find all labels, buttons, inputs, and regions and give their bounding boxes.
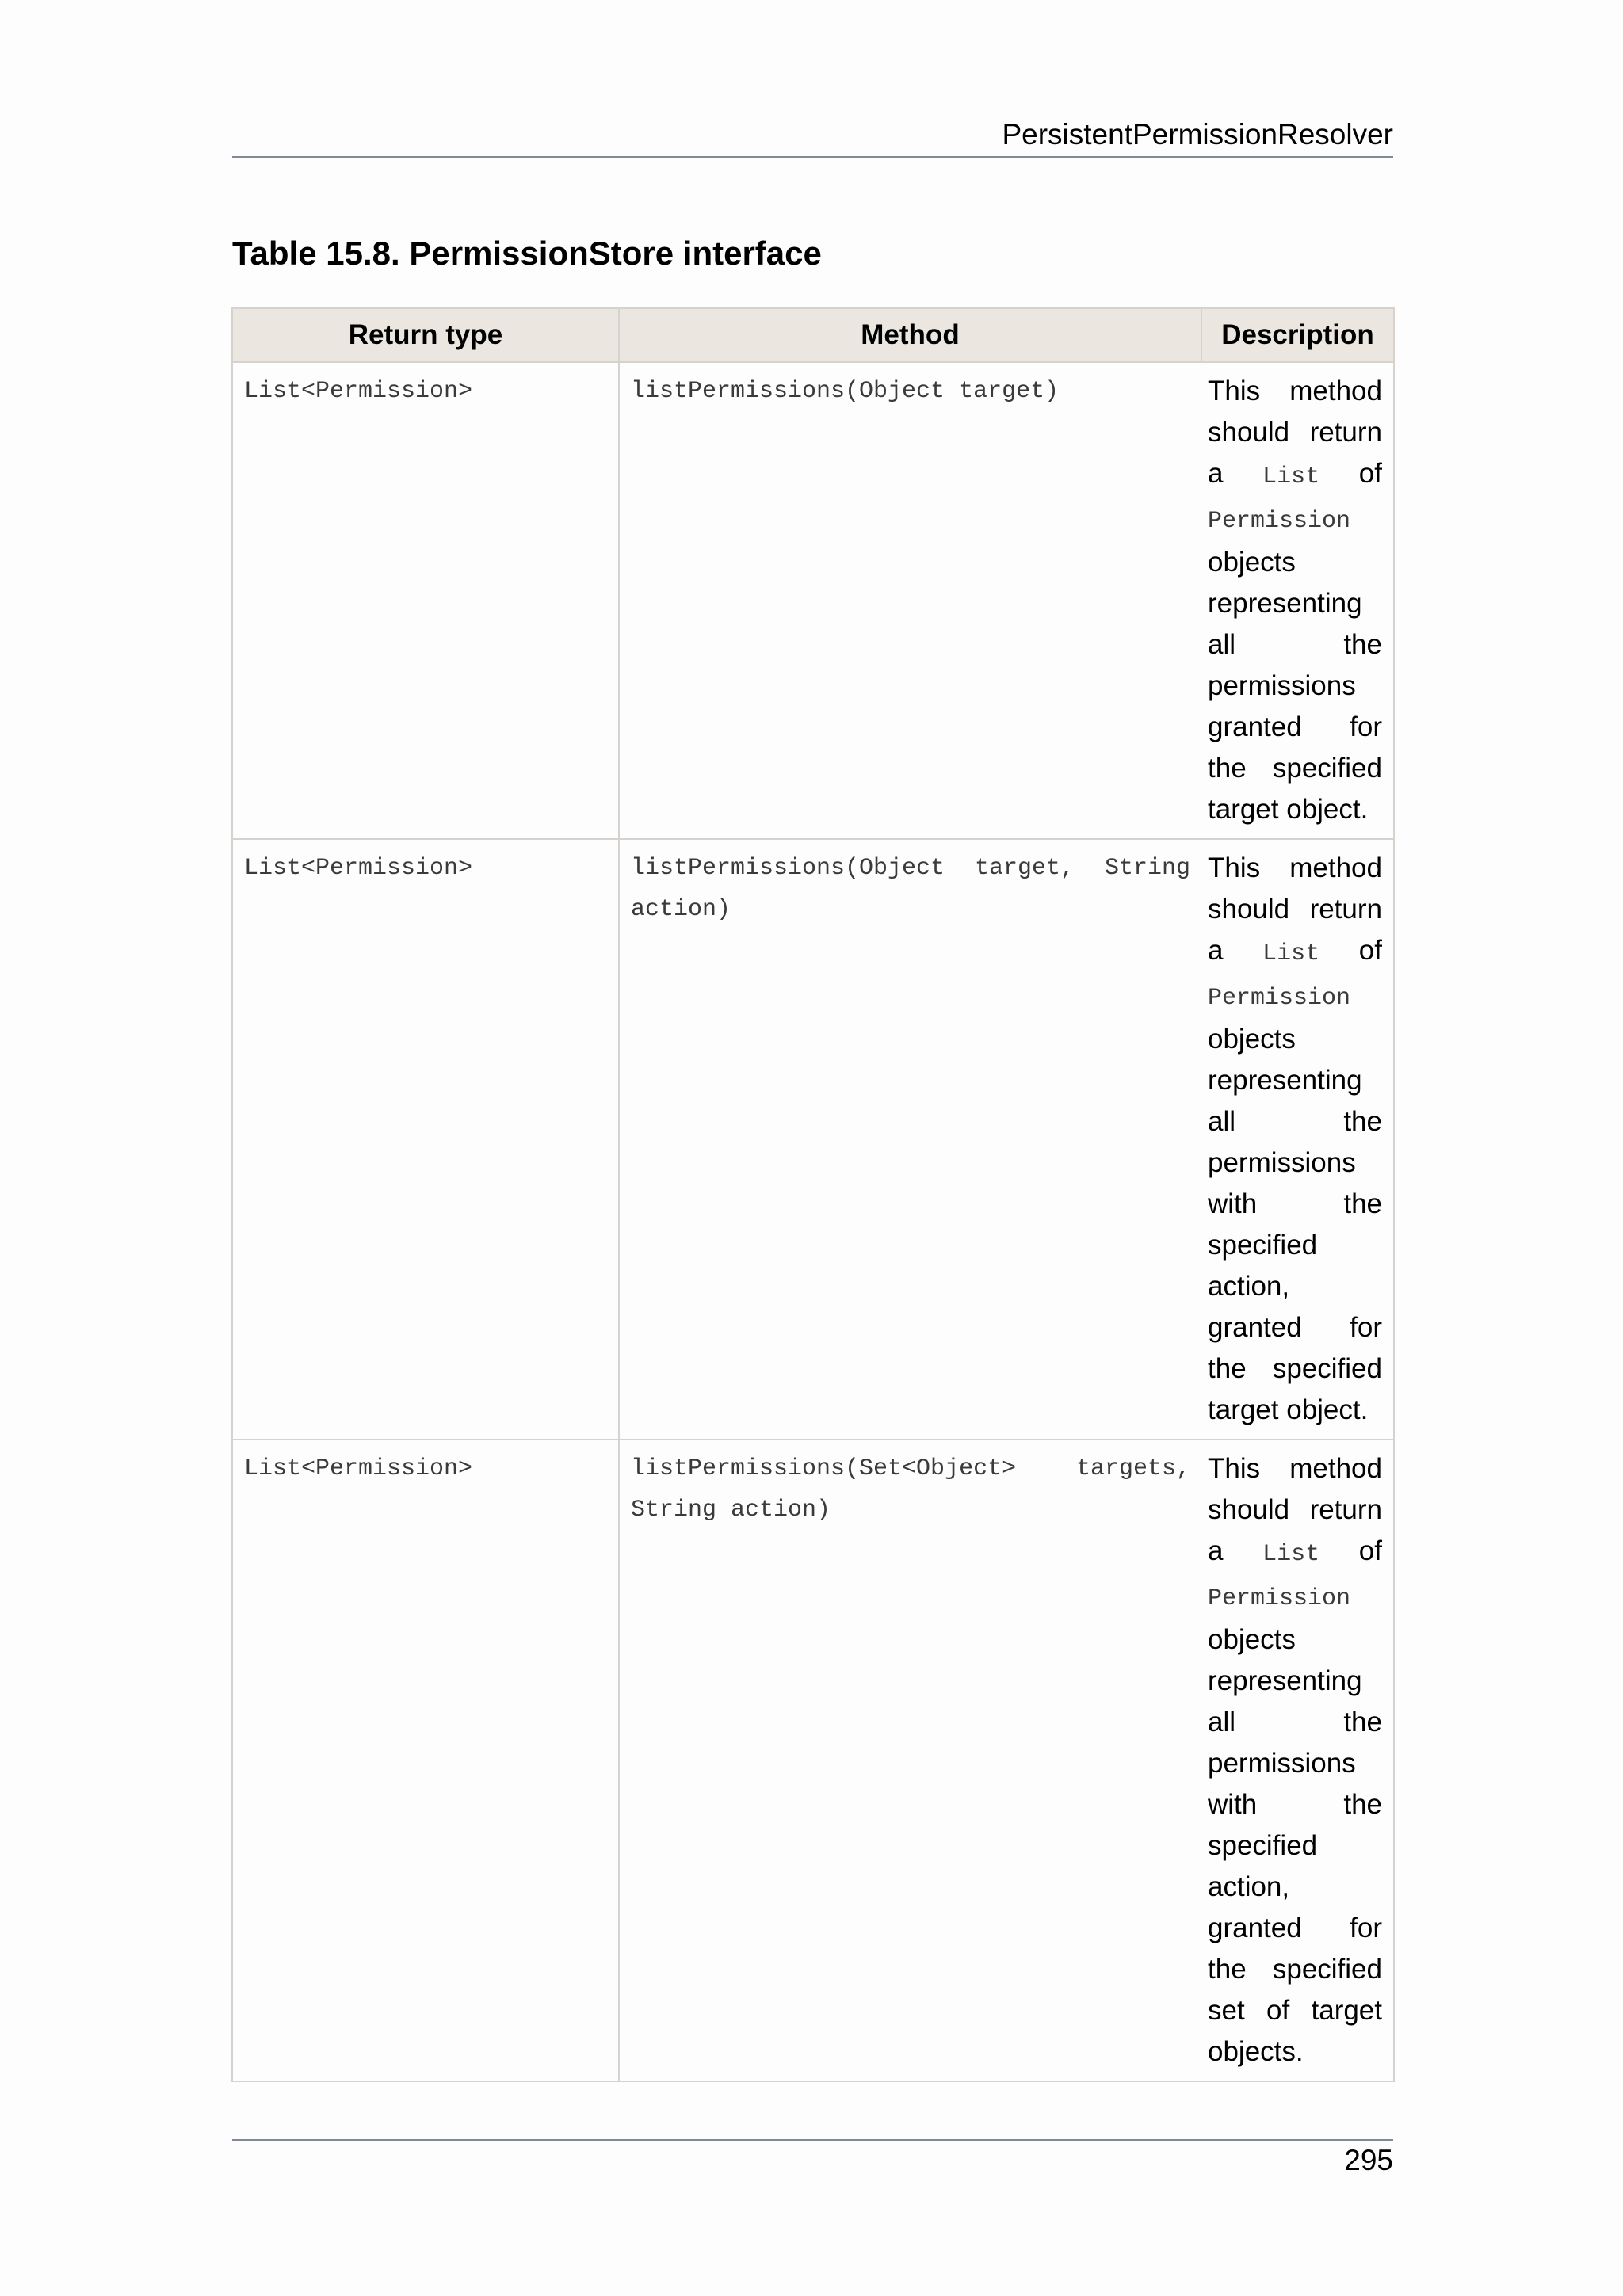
description-part: This method should return a bbox=[1208, 1453, 1382, 1566]
column-header-return-type: Return type bbox=[232, 308, 619, 362]
code-ref-list: List bbox=[1262, 940, 1320, 967]
return-type-cell bbox=[232, 839, 619, 1440]
return-type: List<Permission> bbox=[244, 1455, 473, 1482]
description-text bbox=[1208, 1448, 1382, 2073]
description-part: objects representing all the permissions granted for the specified target object. bbox=[1208, 547, 1382, 825]
code-ref-list: List bbox=[1262, 1541, 1320, 1568]
table-row bbox=[232, 1440, 1394, 2081]
method-signature: listPermissions(Set<Object> targets, String action) bbox=[631, 1455, 1190, 1524]
table-title: Table 15.8. PermissionStore interface bbox=[232, 235, 822, 272]
description-part: of bbox=[1358, 458, 1382, 489]
description-part: of bbox=[1358, 1535, 1382, 1566]
column-header-method: Method bbox=[619, 308, 1201, 362]
return-type-cell bbox=[232, 362, 619, 839]
return-type: List<Permission> bbox=[244, 855, 473, 882]
description-text bbox=[1208, 848, 1382, 1431]
table-row bbox=[232, 362, 1394, 839]
description-cell bbox=[1201, 362, 1394, 839]
method-signature: listPermissions(Object target, String action) bbox=[631, 855, 1190, 923]
description-part: objects representing all the permissions with the specified action, granted for the specified set of target objects. bbox=[1208, 1624, 1382, 2067]
description-cell bbox=[1201, 839, 1394, 1440]
permission-store-table bbox=[231, 307, 1395, 2082]
column-header-description: Description bbox=[1201, 308, 1394, 362]
code-ref-permission: Permission bbox=[1208, 1585, 1351, 1612]
running-header: PersistentPermissionResolver bbox=[1002, 118, 1393, 151]
header-divider bbox=[232, 156, 1393, 158]
return-type: List<Permission> bbox=[244, 378, 473, 405]
method-signature: listPermissions(Object target) bbox=[631, 378, 1060, 405]
method-cell bbox=[619, 362, 1201, 839]
code-ref-permission: Permission bbox=[1208, 508, 1351, 535]
description-part: This method should return a bbox=[1208, 376, 1382, 489]
description-cell bbox=[1201, 1440, 1394, 2081]
page-number: 295 bbox=[1344, 2144, 1393, 2176]
code-ref-list: List bbox=[1262, 463, 1320, 490]
description-text bbox=[1208, 371, 1382, 830]
method-cell bbox=[619, 1440, 1201, 2081]
method-cell bbox=[619, 839, 1201, 1440]
table-row bbox=[232, 839, 1394, 1440]
return-type-cell bbox=[232, 1440, 619, 2081]
footer-divider bbox=[232, 2139, 1393, 2141]
description-part: objects representing all the permissions with the specified action, granted for the specified target object. bbox=[1208, 1024, 1382, 1425]
code-ref-permission: Permission bbox=[1208, 985, 1351, 1012]
description-part: This method should return a bbox=[1208, 852, 1382, 966]
description-part: of bbox=[1358, 935, 1382, 966]
table-header-row bbox=[232, 308, 1394, 362]
